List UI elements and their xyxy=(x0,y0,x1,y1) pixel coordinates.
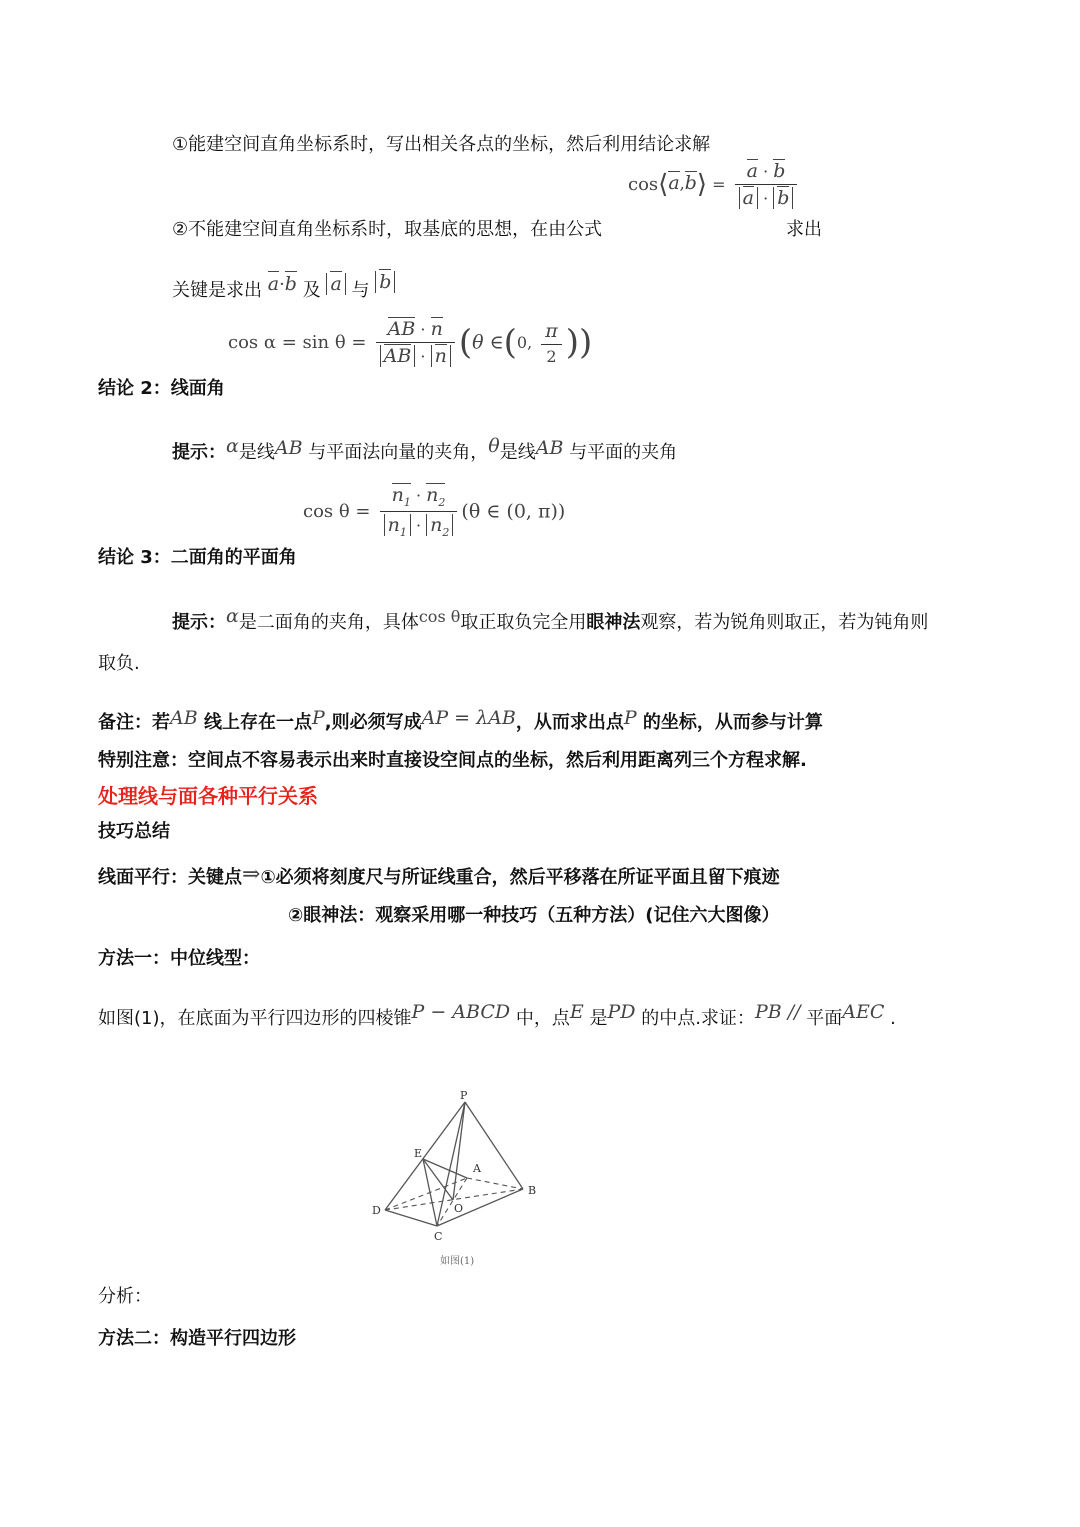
edge-ab xyxy=(467,1178,523,1189)
method-1-title: 方法一：中位线型： xyxy=(98,948,260,969)
plane-aec: AEC xyxy=(842,1001,885,1023)
step-1-text: ①能建空间直角坐标系时，写出相关各点的坐标，然后利用结论求解 xyxy=(172,134,711,155)
edge-dc xyxy=(385,1210,437,1226)
conclusion-3-hint: 提示：α是二面角的夹角，具体cos θ取正取负完全用眼神法观察，若为锐角则取正，若为钝角则 xyxy=(172,605,929,633)
theta-in: θ ∈ xyxy=(472,331,504,354)
conclusion-2-hint: 提示：α是线AB 与平面法向量的夹角，θ是线AB 与平面的夹角 xyxy=(172,435,678,463)
label-a: A xyxy=(473,1162,481,1175)
cos-theta-inline: cos θ xyxy=(418,607,461,626)
key-abs-b: b xyxy=(379,271,392,293)
conclusion-2-title: 结论 2：线面角 xyxy=(98,378,225,399)
skills-summary: 技巧总结 xyxy=(98,821,170,842)
theta-symbol: θ xyxy=(488,435,500,457)
pi-over-2: $\frac{\pi}{2}$ xyxy=(541,320,562,366)
label-e: E xyxy=(414,1147,423,1160)
point-e: E xyxy=(569,1001,584,1023)
theta-interval: (θ ∈ (0, π)) xyxy=(461,500,566,523)
method-2-title: 方法二：构造平行四边形 xyxy=(98,1328,296,1349)
line-plane-fraction: $\frac{AB \cdot n}{AB \cdot n}$ xyxy=(376,318,455,367)
conclusion-3-title: 结论 3：二面角的平面角 xyxy=(98,547,297,568)
key-vec-a: a xyxy=(267,273,280,295)
analysis-label: 分析： xyxy=(98,1286,152,1307)
alpha-symbol: α xyxy=(226,435,239,457)
key-line: 关键是求出 a·b 及 a 与 b xyxy=(172,270,395,303)
cos-theta-label: cos θ = xyxy=(303,500,371,522)
ap-eq-lambda-ab: AP = λAB xyxy=(421,707,516,729)
vec-b: b xyxy=(684,172,697,194)
label-b: B xyxy=(528,1184,537,1197)
eye-method-line: ②眼神法：观察采用哪一种技巧（五种方法）(记住六大图像） xyxy=(288,905,780,926)
point-p: P xyxy=(311,707,325,729)
label-d: D xyxy=(372,1204,381,1217)
line-ab: AB xyxy=(274,437,303,459)
conclusion-3-hint-cont: 取负. xyxy=(98,653,140,674)
label-o: O xyxy=(454,1202,464,1215)
pyramid-p-abcd: P − ABCD xyxy=(411,1001,511,1023)
figure-caption: 如图(1) xyxy=(440,1256,475,1267)
dihedral-fraction: $\frac{n_1 \cdot n_2}{n_1 \cdot n_2}$ xyxy=(380,484,458,539)
cos-ab-fraction: $\frac{a \cdot b}{a \cdot b}$ xyxy=(735,160,798,209)
pyramid-figure xyxy=(360,1085,560,1275)
dihedral-formula xyxy=(303,484,565,539)
hint-label: 提示： xyxy=(172,442,226,463)
step-2-suffix: 求出 xyxy=(786,219,822,240)
key-prefix: 关键是求出 xyxy=(172,280,262,301)
key-abs-a: a xyxy=(330,273,342,295)
implies-arrow: ⇒ xyxy=(242,862,261,887)
cos-alpha-label: cos α = sin θ = xyxy=(228,332,367,353)
label-c: C xyxy=(434,1230,443,1243)
cos-label: cos xyxy=(628,174,659,195)
pb-parallel: PB // xyxy=(754,1001,801,1023)
step-2-prefix: ②不能建空间直角坐标系时，取基底的思想，在由公式 xyxy=(172,219,603,240)
segment-pd: PD xyxy=(607,1001,636,1023)
edge-pb xyxy=(465,1102,523,1189)
eye-method-bold: 眼神法 xyxy=(586,612,641,633)
special-note: 特别注意：空间点不容易表示出来时直接设空间点的坐标，然后利用距离列三个方程求解. xyxy=(98,750,807,771)
label-p: P xyxy=(460,1089,468,1102)
section-title: 处理线与面各种平行关系 xyxy=(98,784,318,808)
cos-ab-formula: cos⟨a,b⟩ = $\frac{a \cdot b}{a \cdot b}$ xyxy=(628,160,801,209)
line-plane-parallel: 线面平行：关键点⇒①必须将刻度尺与所证线重合，然后平移落在所证平面且留下痕迹 xyxy=(98,862,780,888)
example-problem: 如图(1)，在底面为平行四边形的四棱锥P − ABCD 中，点E 是PD 的中点.求证：PB // 平面AEC . xyxy=(98,1001,896,1029)
edge-cb xyxy=(437,1189,523,1226)
key-with: 与 xyxy=(351,280,370,301)
key-vec-b: b xyxy=(284,273,297,295)
line-plane-formula: cos α = sin θ = $\frac{AB \cdot n}{AB \cdot n}$ (θ ∈(0, $\frac{\pi}{2}$ )) xyxy=(228,318,593,367)
step-2-text xyxy=(172,218,602,242)
note-line: 备注：若AB 线上存在一点P,则必须写成AP = λAB，从而求出点P 的坐标，从而参与计算 xyxy=(98,707,823,733)
key-and: 及 xyxy=(302,280,321,301)
vec-a: a xyxy=(668,172,680,194)
equals-sign: = xyxy=(712,175,726,194)
